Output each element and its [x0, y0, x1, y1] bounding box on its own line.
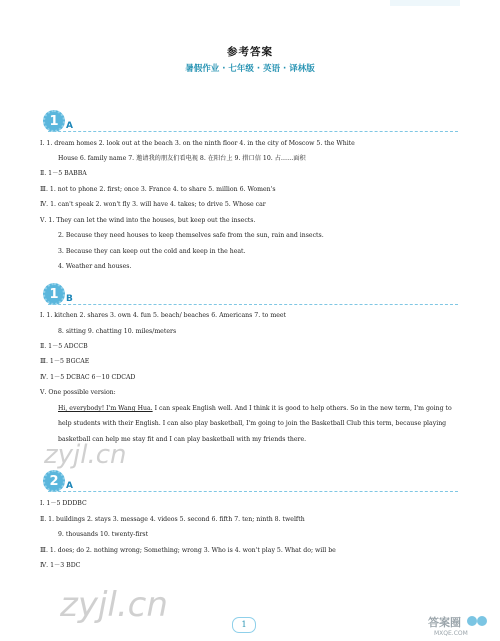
- answer-line: Ⅳ. 1. can't speak 2. won't fly 3. will have 4. takes; to drive 5. Whose car: [40, 201, 266, 208]
- answer-line: 2. Because they need houses to keep themselves safe from the sun, rain and insects.: [58, 232, 324, 239]
- page-subtitle: 暑假作业 · 七年级 · 英语 · 译林版: [185, 64, 315, 74]
- essay-greeting: Hi, everybody! I'm Wang Hua.: [58, 405, 153, 412]
- answer-line: Ⅴ. One possible version:: [40, 389, 116, 396]
- answer-line: 4. Weather and houses.: [58, 263, 132, 270]
- essay-body: I can speak English well. And I think it is good to help others. So in the new term, I'm going to help students with their English. I can also play basketball, I'm going to join the Basketball Club this term, because playing basketball can help me stay fit and I can play basketball with my friends there.: [58, 405, 452, 443]
- answer-line: House 6. family name 7. 邀请我的朋友们看电视 8. 在阳台上 9. 措口信 10. 占……面积: [58, 155, 306, 162]
- top-decoration: [390, 0, 460, 6]
- answer-line: Ⅱ. 1. buildings 2. stays 3. message 4. videos 5. second 6. fifth 7. ten; ninth 8. twelfth: [40, 516, 305, 523]
- answer-line: Ⅴ. 1. They can let the wind into the houses, but keep out the insects.: [40, 217, 256, 224]
- answer-line: Ⅰ. 1. kitchen 2. shares 3. own 4. fun 5. beach/ beaches 6. Americans 7. to meet: [40, 312, 287, 319]
- section-number-badge: 1: [43, 283, 65, 305]
- answer-line: 3. Because they can keep out the cold and keep in the heat.: [58, 248, 246, 255]
- answer-line: Ⅲ. 1. does; do 2. nothing wrong; Something; wrong 3. Who is 4. won't play 5. What do; will be: [40, 547, 336, 554]
- logo-text: 答案圈: [428, 616, 461, 629]
- section-divider: [48, 491, 458, 492]
- answer-line: 8. sitting 9. chatting 10. miles/meters: [58, 328, 177, 335]
- section-number-badge: 1: [43, 110, 65, 132]
- answer-line: Ⅱ. 1－5 BABBA: [40, 170, 87, 177]
- answer-line: Ⅳ. 1－5 DCBAC 6－10 CDCAD: [40, 374, 136, 381]
- answer-line: Ⅱ. 1－5 ADCCB: [40, 343, 88, 350]
- answer-line: Ⅰ. 1. dream homes 2. look out at the beach 3. on the ninth floor 4. in the city of Moscow 5. the White: [40, 140, 355, 147]
- answer-line: Ⅰ. 1－5 DDDBC: [40, 500, 87, 507]
- logo-icon: [426, 613, 492, 637]
- page-number: 1: [232, 617, 256, 633]
- section-letter: A: [66, 121, 73, 131]
- watermark-text: zyjl.cn: [44, 440, 127, 470]
- watermark-text: zyjl.cn: [60, 585, 168, 625]
- section-divider: [48, 131, 458, 132]
- answer-line: Ⅲ. 1. not to phone 2. first; once 3. France 4. to share 5. million 6. Women's: [40, 186, 276, 193]
- section-letter: B: [66, 294, 73, 304]
- answer-line: Ⅳ. 1－3 BDC: [40, 562, 81, 569]
- section-number-badge: 2: [43, 470, 65, 492]
- section-divider: [48, 304, 458, 305]
- answer-line: 9. thousands 10. twenty-first: [58, 531, 149, 538]
- answer-line: Ⅲ. 1－5 BGCAE: [40, 358, 90, 365]
- section-letter: A: [66, 481, 73, 491]
- logo-domain: MXQE.COM: [434, 630, 468, 637]
- page-title: 参考答案: [227, 46, 273, 58]
- site-logo: [426, 613, 492, 637]
